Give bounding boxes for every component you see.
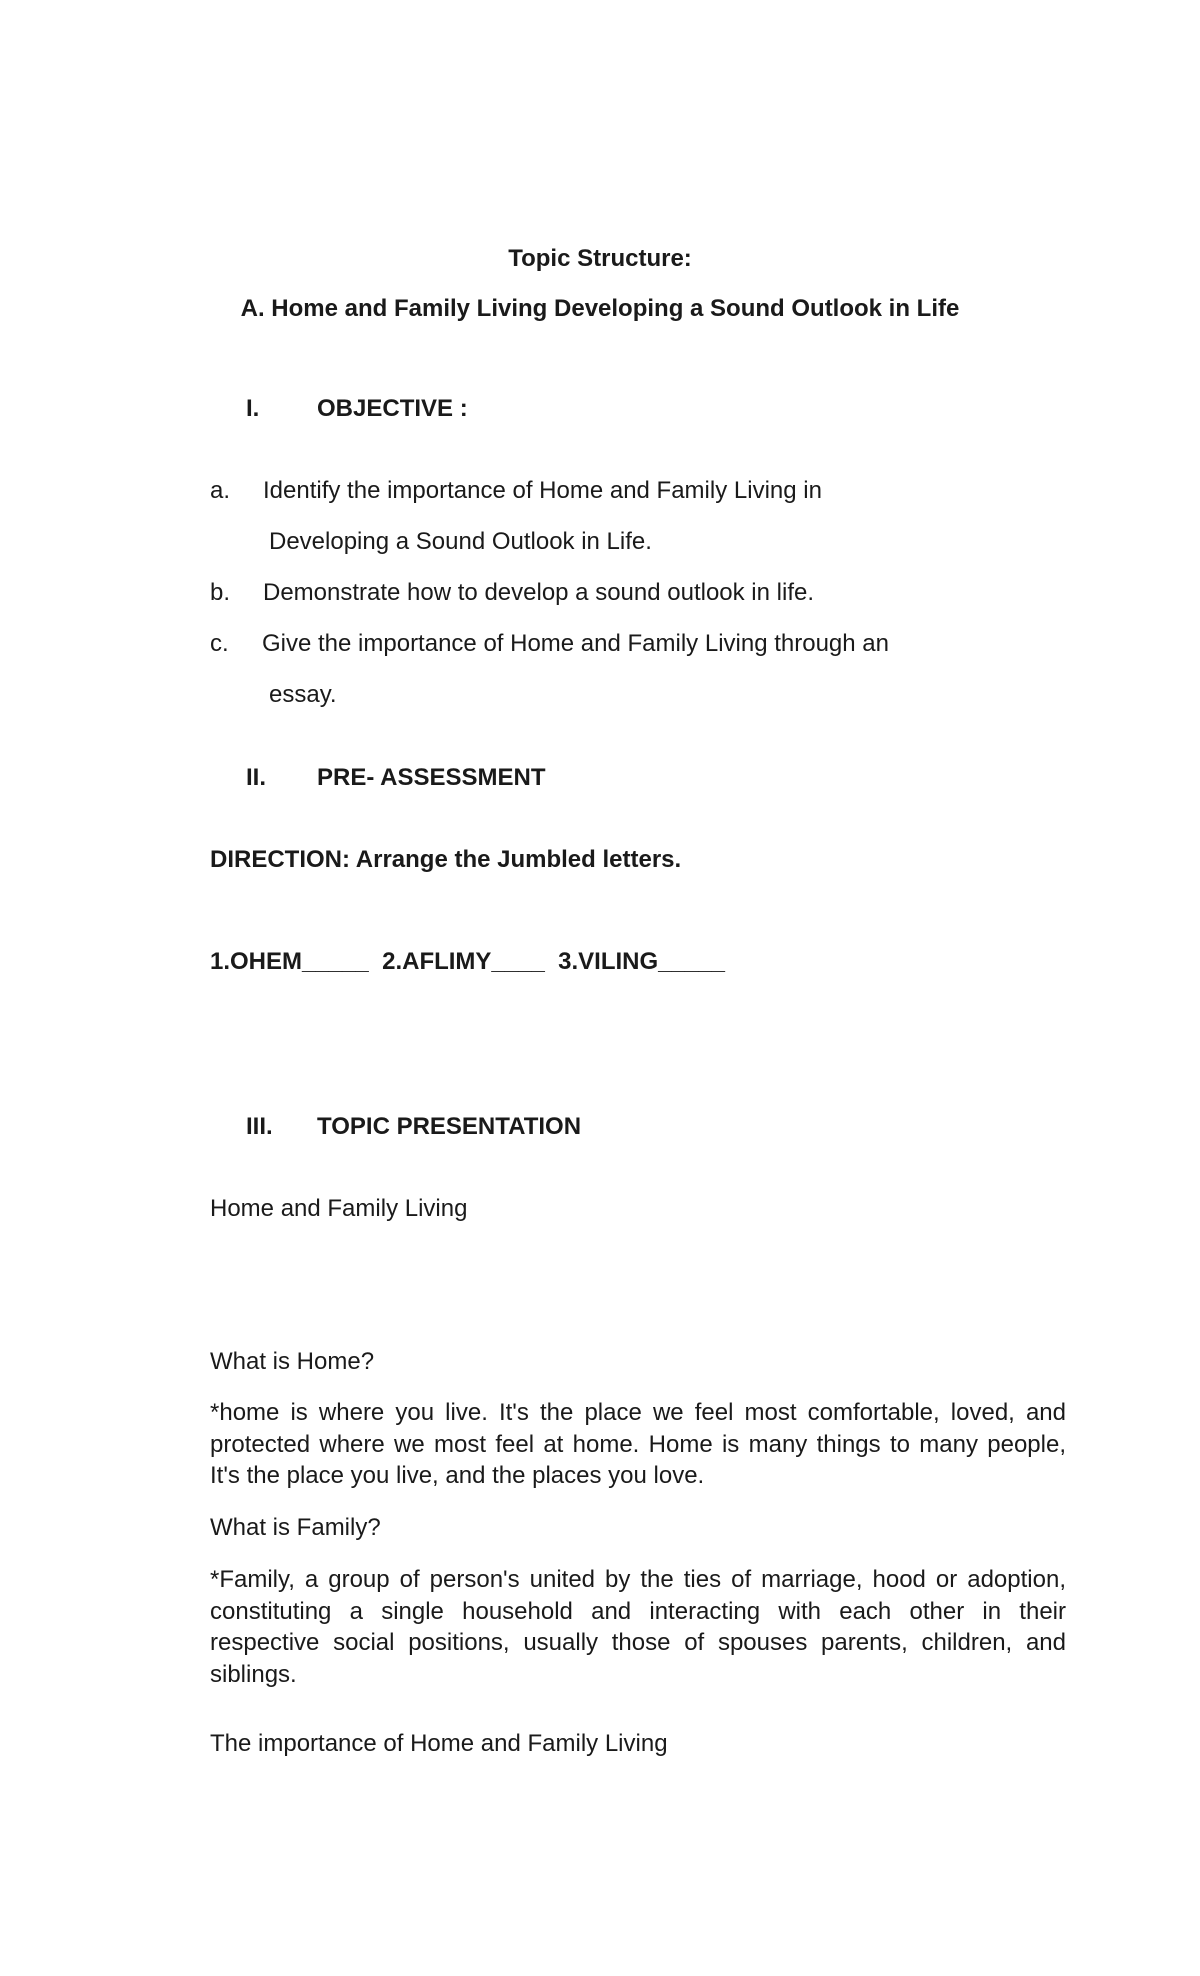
pre-assessment-numeral: II. [246,764,267,791]
topic-title: Home and Family Living [210,1195,468,1222]
topic-presentation-numeral: III. [246,1113,273,1140]
direction-text: DIRECTION: Arrange the Jumbled letters. [210,846,682,873]
objective-a-line2: Developing a Sound Outlook in Life. [269,528,652,555]
pre-assessment-heading: PRE- ASSESSMENT [317,764,546,791]
family-definition: *Family, a group of person's united by the ties of marriage, hood or adoption, constituting a single household and interacting with each other in their respective social positions, usually those of spouses parents, children, and siblings. [210,1566,1066,1688]
jumbled-words: 1.OHEM_____ 2.AFLIMY____ 3.VILING_____ [210,948,725,975]
objective-a-letter: a. [210,477,231,504]
question-family: What is Family? [210,1514,381,1541]
question-home: What is Home? [210,1348,375,1375]
objective-c-line2: essay. [269,681,337,708]
importance-heading: The importance of Home and Family Living [210,1730,668,1757]
topic-presentation-heading: TOPIC PRESENTATION [317,1113,582,1140]
objective-numeral: I. [246,395,260,422]
document-subtitle: A. Home and Family Living Developing a Sound Outlook in Life [240,295,960,322]
objective-heading: OBJECTIVE : [317,395,468,422]
home-definition: *home is where you live. It's the place we feel most comfortable, loved, and protected where we most feel at home. Home is many things to many people, It's the place you live, and the places you love. [210,1399,1066,1489]
objective-c-letter: c. [210,630,229,657]
topic-structure-heading: Topic Structure: [508,245,692,272]
objective-b-line1: Demonstrate how to develop a sound outlook in life. [263,579,815,606]
objective-c-line1: Give the importance of Home and Family Living through an [262,630,889,657]
objective-a-line1: Identify the importance of Home and Family Living in [263,477,822,504]
objective-b-letter: b. [210,579,231,606]
